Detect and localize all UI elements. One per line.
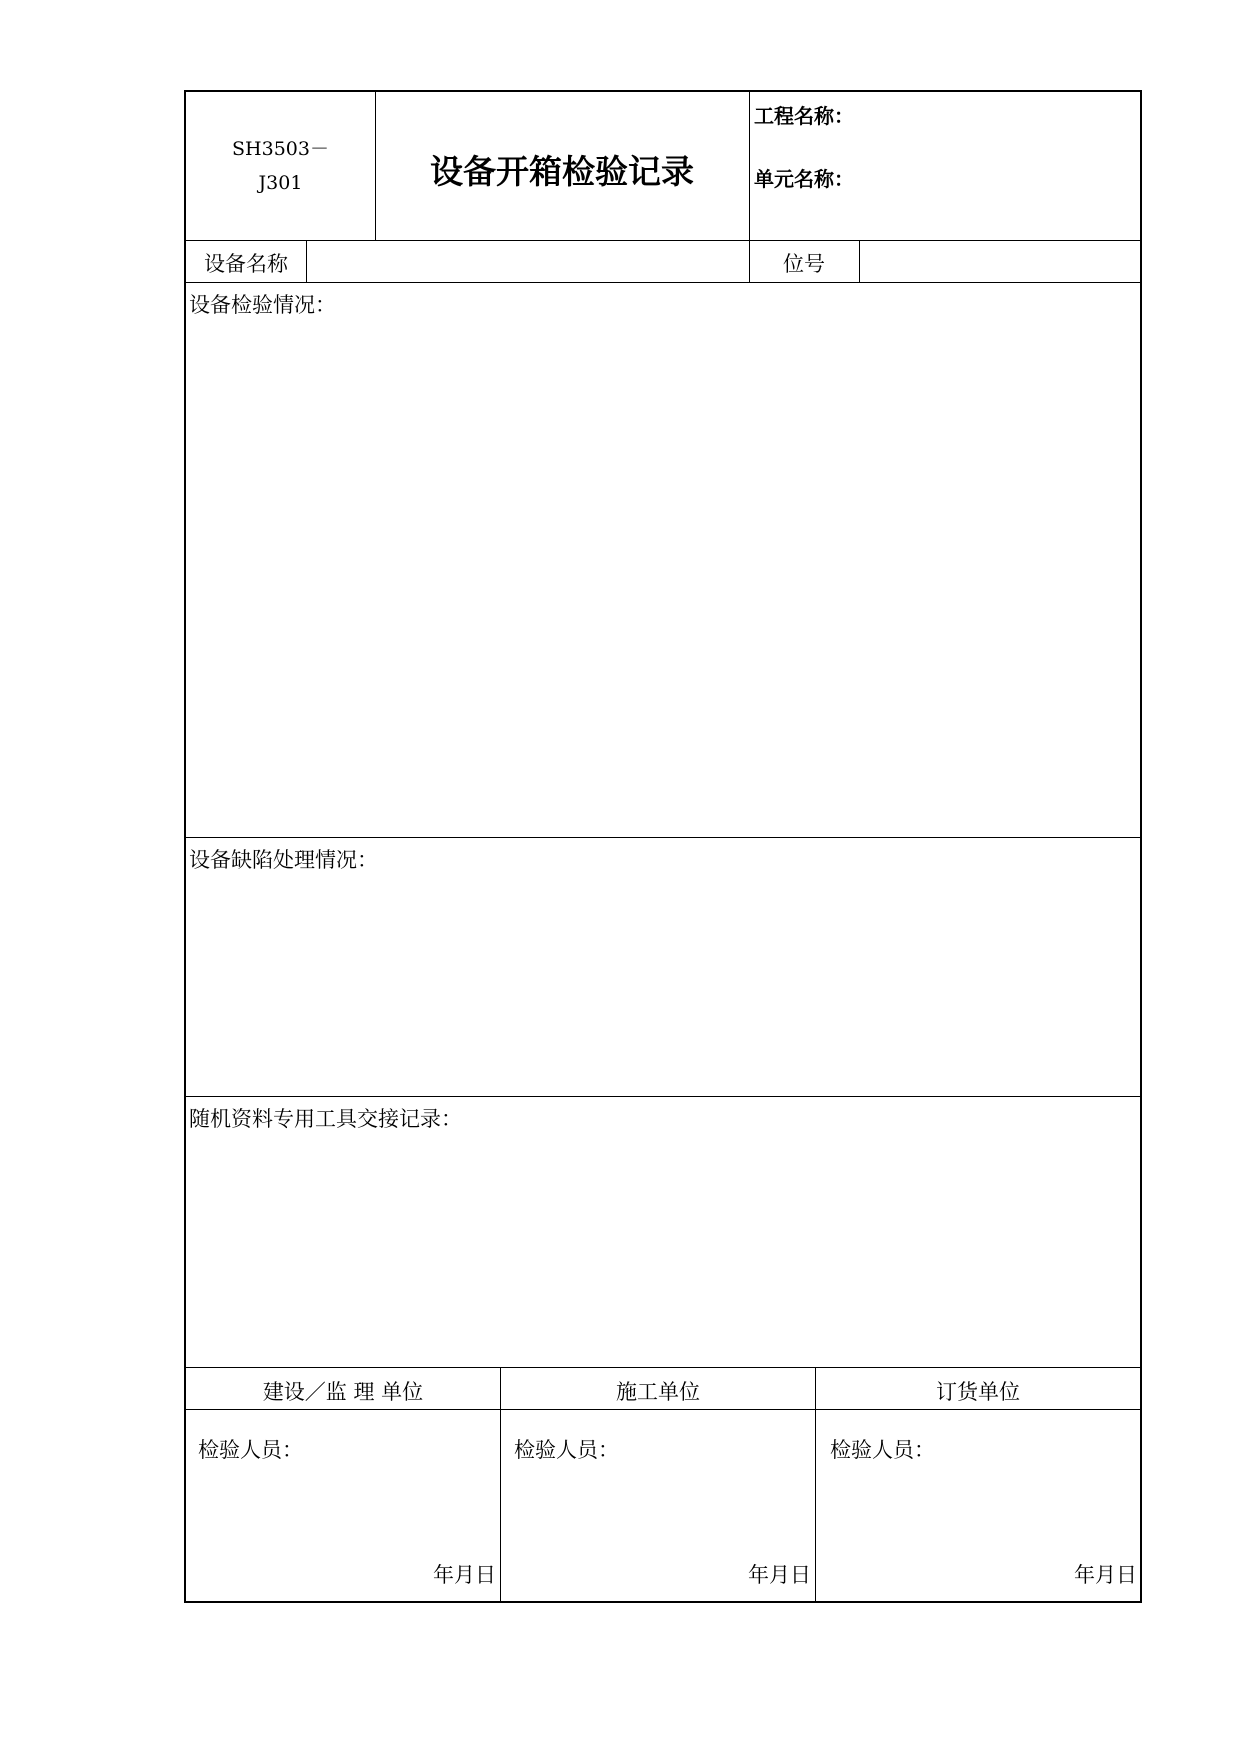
defect-content-area[interactable] [186, 874, 1140, 1092]
equipment-name-label: 设备名称 [204, 252, 288, 276]
defect-label: 设备缺陷处理情况： [189, 848, 378, 872]
position-label: 位号 [783, 252, 825, 276]
name-label-divider [306, 240, 307, 282]
defect-section-bottom-rule [186, 1096, 1140, 1097]
position-label-divider [859, 240, 860, 282]
equipment-name-field[interactable] [312, 248, 742, 274]
construction-unit-label: 施工单位 [616, 1380, 700, 1404]
unit-name-label: 单元名称： [754, 167, 854, 191]
inspection-section-bottom-rule [186, 837, 1140, 838]
project-name-label: 工程名称： [754, 104, 854, 128]
inspection-form [184, 90, 1142, 1603]
inspector-label-1: 检验人员： [198, 1438, 303, 1462]
header-bottom-rule [186, 240, 1140, 241]
date-label-3: 年月日 [1074, 1563, 1137, 1587]
handover-section-bottom-rule [186, 1367, 1140, 1368]
form-code-line2: J301 [258, 172, 303, 194]
signature-header-bottom-rule [186, 1409, 1140, 1410]
inspector-label-3: 检验人员： [830, 1438, 935, 1462]
inspection-content-area[interactable] [186, 318, 1140, 833]
inspection-label: 设备检验情况： [189, 293, 336, 317]
form-code [186, 132, 375, 200]
header-title-divider [749, 92, 750, 240]
handover-label: 随机资料专用工具交接记录： [189, 1107, 462, 1131]
form-code-line1: SH3503－ [232, 138, 329, 160]
position-field[interactable] [865, 248, 1133, 274]
date-label-1: 年月日 [433, 1563, 496, 1587]
ordering-unit-label: 订货单位 [936, 1380, 1020, 1404]
form-title: 设备开箱检验记录 [430, 152, 694, 191]
inspector-label-2: 检验人员： [514, 1438, 619, 1462]
handover-content-area[interactable] [186, 1133, 1140, 1363]
construction-supervision-unit-label: 建设／监 理 单位 [262, 1380, 424, 1404]
date-label-2: 年月日 [748, 1563, 811, 1587]
equipment-row-bottom-rule [186, 282, 1140, 283]
